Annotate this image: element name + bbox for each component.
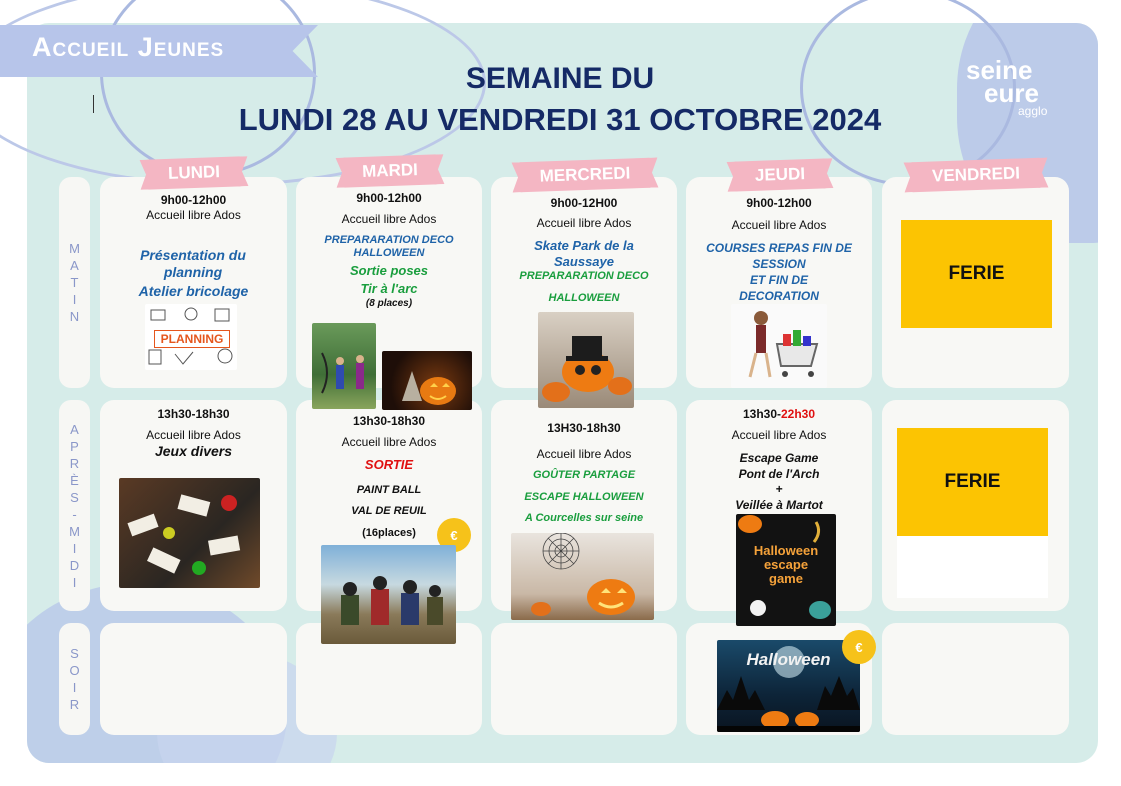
activity-text: Pont de l'Arch [738, 467, 820, 481]
logo-line3: agglo [1018, 104, 1048, 118]
activity-text: Sortie poses [349, 263, 429, 278]
logo-line1: seine [966, 55, 1033, 85]
shopping-illustration [731, 304, 827, 388]
activity-text: PAINT BALL [356, 484, 422, 496]
pumpkins-photo [382, 351, 472, 410]
row-letter: A [70, 421, 79, 437]
seine-eure-logo [966, 55, 1048, 118]
activity-text: PREPARARATION DECO HALLOWEEN [324, 234, 454, 259]
time-label [686, 407, 872, 421]
blank-box [897, 536, 1048, 598]
row-letter: M [69, 241, 80, 256]
day-label-mercredi: MERCREDI [520, 158, 651, 193]
halloween-pumpkin-photo [511, 533, 654, 620]
activity-text: + [775, 482, 783, 496]
time-label: 13h30-18h30 [352, 414, 426, 428]
row-letter: R [69, 455, 80, 471]
page-title-line1: SEMAINE DU [465, 62, 655, 95]
row-letter: S [70, 646, 79, 661]
time-start: 13h30- [742, 407, 781, 421]
activity-text: A Courcelles sur seine [524, 512, 644, 524]
activity-text: PREPARARATION DECO [519, 270, 649, 282]
halloween-night-photo [717, 640, 860, 732]
row-letter: A [70, 258, 79, 273]
ferie-block: FERIE [901, 220, 1052, 328]
row-letter: P [70, 438, 79, 454]
poster-line: Halloween [753, 543, 819, 558]
time-label: 9h00-12H00 [550, 196, 618, 210]
row-letter: D [69, 557, 80, 573]
row-letter: I [72, 540, 77, 556]
euro-icon: € [842, 630, 876, 664]
euro-icon: € [437, 518, 471, 552]
subtitle: Accueil libre Ados [731, 428, 827, 442]
activity-text: ET FIN DE DECORATION [739, 273, 819, 303]
subtitle: Accueil libre Ados [146, 208, 241, 222]
subtitle: Accueil libre Ados [341, 212, 437, 226]
escape-game-poster [736, 514, 836, 626]
activity-text: HALLOWEEN [548, 292, 620, 304]
places-note: (8 places) [365, 298, 413, 309]
poster-title [736, 544, 836, 586]
activity-text: Veillée à Martot [735, 498, 823, 512]
time-label: 9h00-12h00 [356, 191, 422, 205]
board-games-photo [119, 478, 260, 588]
row-letter: M [69, 523, 80, 539]
activity-text: ESCAPE HALLOWEEN [524, 491, 644, 503]
row-letter: S [70, 489, 79, 505]
row-letter: N [69, 309, 80, 324]
paintball-photo [321, 545, 456, 644]
activity-text: Skate Park de la Saussaye [534, 238, 634, 269]
subtitle: Accueil libre Ados [341, 435, 437, 449]
row-label-soir [59, 623, 90, 735]
activity-text: SORTIE [364, 457, 414, 472]
page-title-line2: LUNDI 28 AU VENDREDI 31 OCTOBRE 2024 [238, 102, 882, 137]
cell-vendredi-soir [882, 623, 1069, 735]
day-label-jeudi: JEUDI [735, 158, 826, 191]
cell-mercredi-soir [491, 623, 677, 735]
time-label: 13h30-18h30 [157, 407, 230, 421]
row-letter: O [69, 663, 80, 678]
poster-line: escape [763, 557, 809, 572]
time-label: 9h00-12h00 [160, 193, 227, 207]
ferie-block: FERIE [897, 428, 1048, 536]
row-letter: I [72, 292, 77, 307]
subtitle: Accueil libre Ados [146, 428, 241, 442]
row-label-apres-midi [59, 400, 90, 611]
halloween-deco-photo [538, 312, 634, 408]
row-letter: T [70, 275, 79, 290]
row-letter: I [72, 574, 77, 590]
activity-text: Présentation du planning [140, 247, 246, 280]
day-label-mardi: MARDI [344, 154, 437, 187]
day-label-lundi: LUNDI [148, 156, 241, 189]
activity-text: VAL DE REUIL [351, 505, 427, 517]
halloween-text: Halloween [746, 650, 831, 669]
row-letter: I [72, 680, 77, 695]
activity-text: GOÛTER PARTAGE [532, 469, 636, 481]
subtitle: Accueil libre Ados [536, 216, 632, 230]
activity-text: COURSES REPAS FIN DE SESSION [706, 241, 852, 271]
subtitle: Accueil libre Ados [731, 218, 827, 232]
logo-line2: eure [984, 78, 1039, 108]
text-cursor [93, 95, 94, 113]
time-label: 13H30-18h30 [547, 421, 621, 435]
cell-lundi-soir [100, 623, 287, 735]
places-note: (16places) [362, 527, 416, 539]
subtitle: Accueil libre Ados [536, 447, 632, 461]
row-letter: È [70, 472, 79, 488]
planning-illustration [145, 304, 237, 370]
activity-text: Atelier bricolage [138, 283, 249, 299]
row-letter: R [69, 697, 80, 712]
time-label: 9h00-12h00 [746, 196, 812, 210]
activity-text: Tir à l'arc [360, 281, 418, 296]
day-label-vendredi: VENDREDI [912, 158, 1041, 192]
row-letter: - [72, 506, 77, 522]
row-label-matin [59, 177, 90, 388]
archery-photo [312, 323, 376, 409]
planning-label: PLANNING [154, 330, 230, 348]
time-end: 22h30 [781, 407, 816, 421]
banner-title: Accueil Jeunes [32, 32, 225, 62]
poster-line: game [769, 571, 803, 586]
activity-text: Jeux divers [154, 443, 233, 459]
activity-text: Escape Game [739, 451, 819, 465]
